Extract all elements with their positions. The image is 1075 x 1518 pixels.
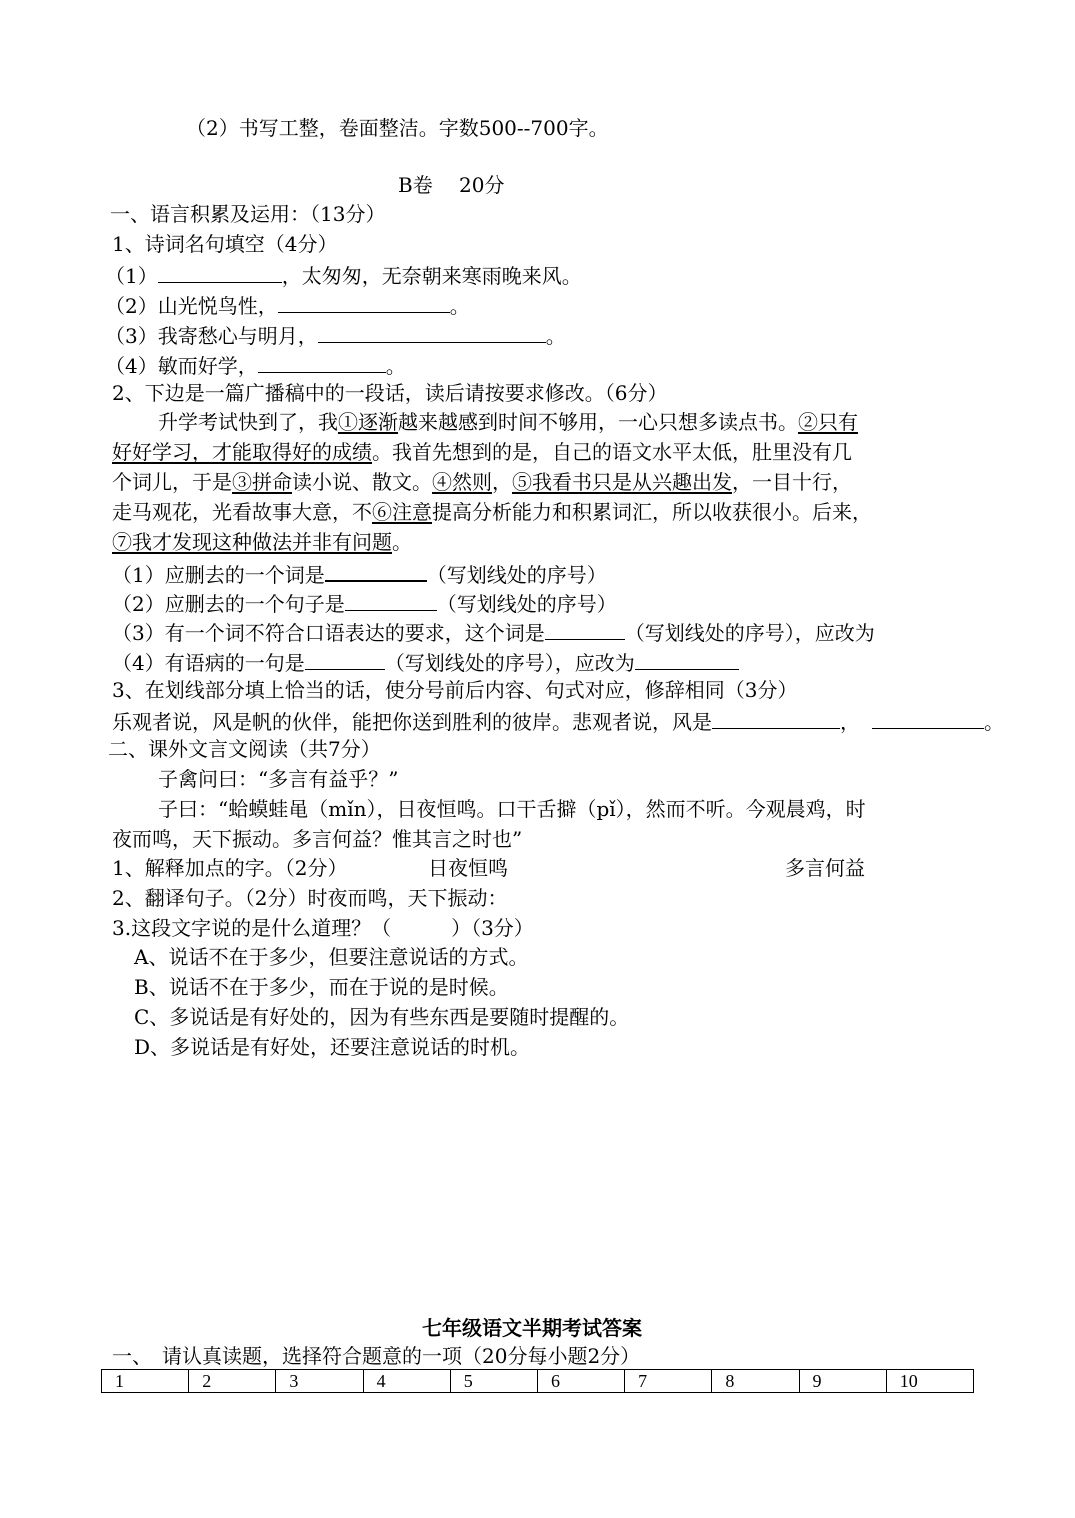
section-b-title: B卷 20分 [398,173,505,197]
cq2: 2、翻译句子。（2分）时夜而鸣，天下振动： [112,886,508,910]
q1-item-2: （2）山光悦鸟性， 。 [105,294,470,318]
answer-blank[interactable] [635,649,739,670]
underlined-phrase: ①逐渐 [338,410,398,434]
answer-cell[interactable]: 7 [625,1370,712,1393]
answer-table [101,1369,974,1393]
q1-item-1: （1） ，太匆匆，无奈朝来寒雨晚来风。 [105,264,582,288]
answer-cell[interactable]: 1 [102,1370,189,1393]
answer-blank[interactable] [305,649,385,670]
part1-title: 一、语言积累及运用：（13分） [110,202,386,226]
classical-line-2: 子曰：“蛤蟆蛙黾（mǐn），日夜恒鸣。口干舌擗（pǐ），然而不听。今观晨鸡，时 [158,797,866,821]
answer-cell[interactable]: 5 [450,1370,537,1393]
underlined-phrase: ⑦我才发现这种做法并非有问题 [112,530,392,554]
cq1-word-2: 多言何益 [785,856,865,880]
q2-item-1: （1）应删去的一个词是 （写划线处的序号） [112,560,607,587]
cq3: 3.这段文字说的是什么道理？（ ）（3分） [112,916,534,940]
underlined-phrase: ⑤我看书只是从兴趣出发 [512,470,732,494]
answer-blank[interactable] [345,590,437,611]
answer-blank[interactable] [325,560,427,582]
table-row [102,1370,974,1393]
q1-item-3: （3）我寄愁心与明月， 。 [105,324,566,348]
option-d[interactable]: D、多说话是有好处，还要注意说话的时机。 [134,1035,531,1059]
answer-title: 七年级语文半期考试答案 [422,1316,642,1340]
passage-line-2: 好好学习，才能取得好的成绩。我首先想到的是，自己的语文水平太低，肚里没有几 [112,440,852,464]
option-c[interactable]: C、多说话是有好处的，因为有些东西是要随时提醒的。 [134,1005,630,1029]
answer-blank[interactable] [872,708,984,729]
answer-part1-title: 一、 请认真读题，选择符合题意的一项（20分每小题2分） [112,1344,641,1368]
underlined-phrase: ⑥注意 [372,500,432,524]
cq1-label: 1、解释加点的字。（2分） [112,856,348,880]
writing-requirement: （2）书写工整，卷面整洁。字数500--700字。 [186,116,609,140]
q2-title: 2、下边是一篇广播稿中的一段话，读后请按要求修改。（6分） [112,381,668,405]
answer-blank[interactable] [278,292,450,313]
q3-title: 3、在划线部分填上恰当的话，使分号前后内容、句式对应，修辞相同（3分） [112,678,798,702]
answer-blank[interactable] [545,619,625,640]
answer-blank[interactable] [318,322,546,343]
passage-line-5: ⑦我才发现这种做法并非有问题。 [112,530,412,554]
passage-line-3: 个词儿，于是③拼命读小说、散文。④然则，⑤我看书只是从兴趣出发，一目十行， [112,470,852,494]
passage-line-1: 升学考试快到了，我①逐渐越来越感到时间不够用，一心只想多读点书。②只有 [158,410,858,434]
answer-cell[interactable]: 4 [363,1370,450,1393]
underlined-phrase: ②只有 [798,410,858,434]
underlined-phrase: 好好学习，才能取得好的成绩 [112,440,372,464]
part2-title: 二、课外文言文阅读（共7分） [108,737,381,761]
cq1-word-1: 日夜恒鸣 [428,856,508,880]
q1-title: 1、诗词名句填空（4分） [112,232,338,256]
answer-cell[interactable]: 8 [712,1370,799,1393]
classical-line-3: 夜而鸣，天下振动。多言何益？惟其言之时也” [112,827,523,851]
answer-cell[interactable]: 9 [799,1370,886,1393]
answer-cell[interactable]: 6 [537,1370,624,1393]
answer-blank[interactable] [158,262,282,283]
underlined-phrase: ④然则 [432,470,492,494]
answer-cell[interactable]: 3 [276,1370,363,1393]
q2-item-3: （3）有一个词不符合口语表达的要求，这个词是 （写划线处的序号），应改为 [112,621,875,645]
answer-cell[interactable]: 10 [886,1370,973,1393]
option-a[interactable]: A、说话不在于多少，但要注意说话的方式。 [134,945,529,969]
option-b[interactable]: B、说话不在于多少，而在于说的是时候。 [134,975,509,999]
classical-line-1: 子禽问曰：“多言有益乎？” [158,767,399,791]
passage-line-4: 走马观花，光看故事大意，不⑥注意提高分析能力和积累词汇，所以收获很小。后来， [112,500,872,524]
answer-blank[interactable] [258,352,386,373]
q2-item-2: （2）应删去的一个句子是 （写划线处的序号） [112,592,617,616]
answer-cell[interactable]: 2 [189,1370,276,1393]
q2-item-4: （4）有语病的一句是 （写划线处的序号），应改为 [112,649,739,675]
underlined-phrase: ③拼命 [232,470,292,494]
q1-item-4: （4）敏而好学， 。 [105,354,406,378]
q3-text: 乐观者说，风是帆的伙伴，能把你送到胜利的彼岸。悲观者说，风是 ， 。 [112,710,1004,734]
answer-blank[interactable] [712,708,840,729]
